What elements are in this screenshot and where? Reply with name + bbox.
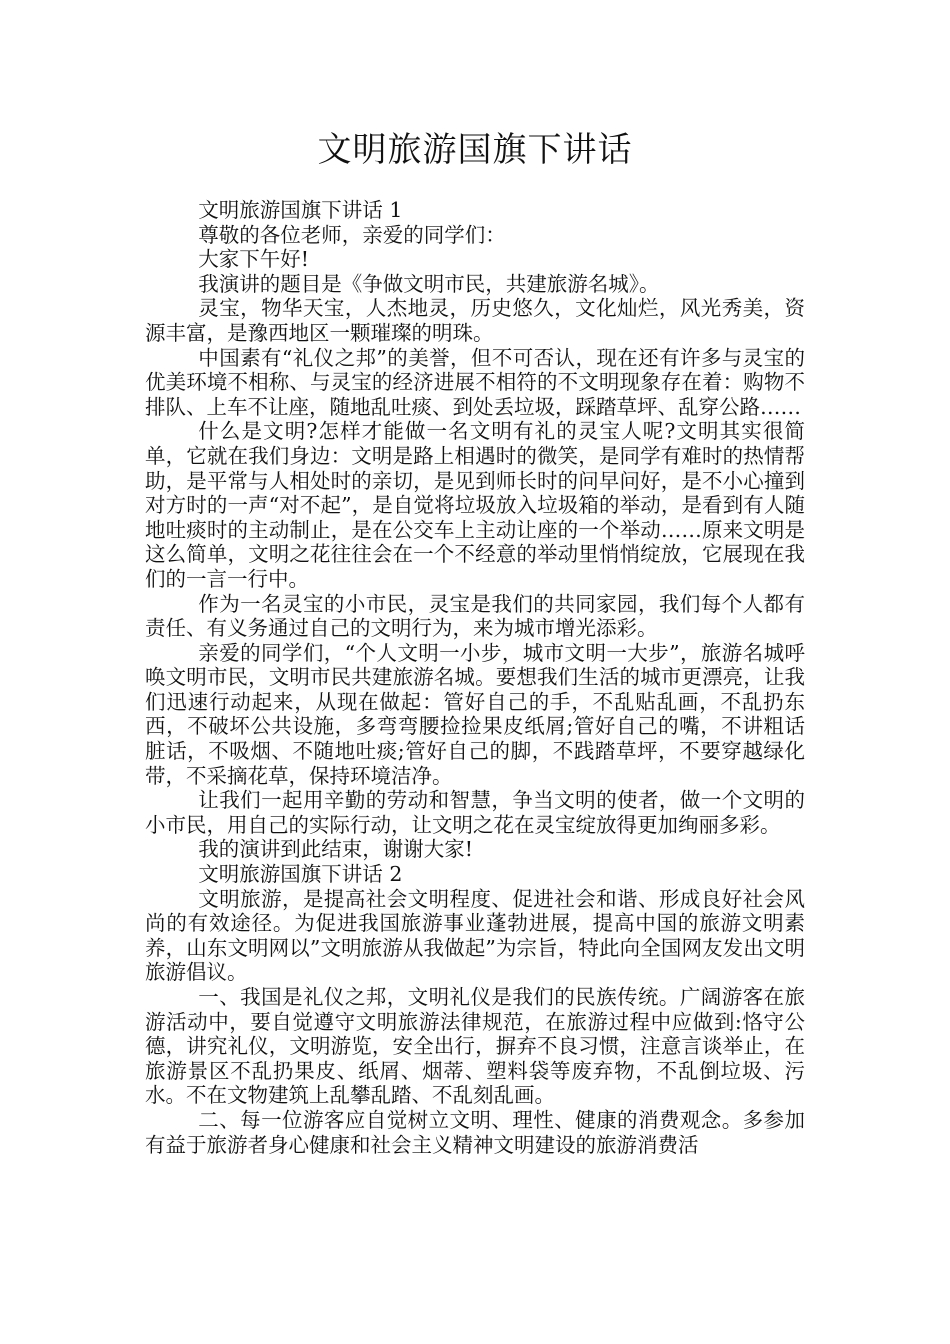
paragraph: 灵宝，物华天宝，人杰地灵，历史悠久，文化灿烂，风光秀美，资源丰富，是豫西地区一颗璀璨的明珠。	[145, 296, 805, 345]
section-heading: 文明旅游国旗下讲话 1	[198, 198, 403, 222]
paragraph: 二、每一位游客应自觉树立文明、理性、健康的消费观念。多参加有益于旅游者身心健康和社会主义精神文明建设的旅游消费活	[145, 1107, 805, 1157]
paragraph: 作为一名灵宝的小市民，灵宝是我们的共同家园，我们每个人都有责任、有义务通过自己的文明行为，来为城市增光添彩。	[145, 591, 805, 641]
salutation: 尊敬的各位老师，亲爱的同学们：	[198, 222, 506, 247]
closing-line: 我的演讲到此结束，谢谢大家!	[198, 837, 474, 862]
paragraph: 让我们一起用辛勤的劳动和智慧，争当文明的使者，做一个文明的小市民，用自己的实际行动，让文明之花在灵宝绽放得更加绚丽多彩。	[145, 788, 805, 837]
greeting: 大家下午好!	[198, 247, 310, 272]
paragraph: 文明旅游，是提高社会文明程度、促进社会和谐、形成良好社会风尚的有效途径。为促进我国旅游事业蓬勃进展，提高中国的旅游文明素养，山东文明网以”文明旅游从我做起”为宗旨，特此向全国网友发出文明旅游倡议。	[145, 886, 805, 985]
paragraph: 一、我国是礼仪之邦，文明礼仪是我们的民族传统。广阔游客在旅游活动中，要自觉遵守文明旅游法律规范，在旅游过程中应做到:恪守公德，讲究礼仪，文明游览，安全出行，摒弃不良习惯，注意言谈举止，在旅游景区不乱扔果皮、纸屑、烟蒂、塑料袋等废弃物，不乱倒垃圾、污水。不在文物建筑上乱攀乱踏、不乱刻乱画。	[145, 985, 805, 1108]
document-title: 文明旅游国旗下讲话	[317, 130, 633, 170]
paragraph: 我演讲的题目是《争做文明市民，共建旅游名城》。	[198, 271, 660, 296]
paragraph: 亲爱的同学们，“个人文明一小步，城市文明一大步”，旅游名城呼唤文明市民，文明市民共建旅游名城。要想我们生活的城市更漂亮，让我们迅速行动起来，从现在做起：管好自己的手，不乱贴乱画，不乱扔东西，不破坏公共设施，多弯弯腰捡捡果皮纸屑;管好自己的嘴，不讲粗话脏话，不吸烟、不随地吐痰;管好自己的脚，不践踏草坪，不要穿越绿化带，不采摘花草，保持环境洁净。	[145, 640, 805, 788]
paragraph: 什么是文明?怎样才能做一名文明有礼的灵宝人呢?文明其实很简单，它就在我们身边：文明是路上相遇时的微笑，是同学有难时的热情帮助，是平常与人相处时的亲切，是见到师长时的问早问好，是不小心撞到对方时的一声“对不起”，是自觉将垃圾放入垃圾箱的举动，是看到有人随地吐痰时的主动制止，是在公交车上主动让座的一个举动……原来文明是这么简单，文明之花往往会在一个不经意的举动里悄悄绽放，它展现在我们的一言一行中。	[145, 419, 805, 591]
document-page	[145, 128, 805, 1157]
section-heading: 文明旅游国旗下讲话 2	[198, 862, 403, 887]
paragraph: 中国素有“礼仪之邦”的美誉，但不可否认，现在还有许多与灵宝的优美环境不相称、与灵宝的经济进展不相符的不文明现象存在着：购物不排队、上车不让座，随地乱吐痰、到处丢垃圾，踩踏草坪、乱穿公路……	[145, 345, 805, 419]
